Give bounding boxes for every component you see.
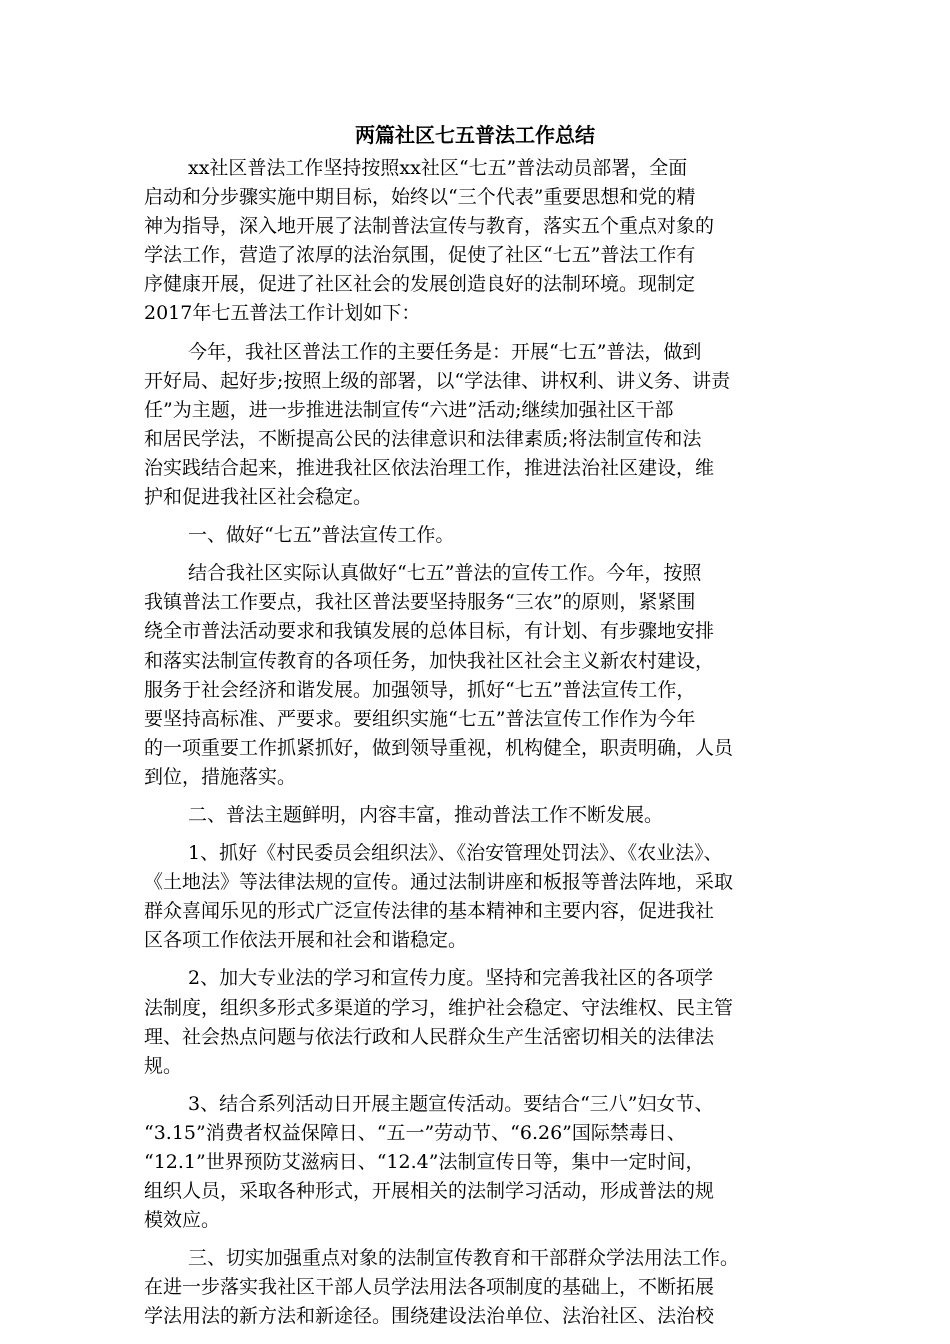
paragraph-section-3: 三、切实加强重点对象的法制宣传教育和干部群众学法用法工作。 在进一步落实我社区干部人员学法用法各项制度的基础上，不断拓展 学法用法的新方法和新途径。围绕建设法治单位、法治社区、法治校 xyxy=(144,1247,740,1328)
section-heading-1: 一、做好“七五”普法宣传工作。 xyxy=(188,524,455,547)
paragraph-item-1: 1、抓好《村民委员会组织法》、《治安管理处罚法》、《农业法》、 《土地法》等法律法规的宣传。通过法制讲座和板报等普法阵地，采取 群众喜闻乐见的形式广泛宣传法律的基本精神和主要内容，促进我社 区各项工作依法开展和社会和谐稳定。 xyxy=(144,842,734,952)
section-heading-2: 二、普法主题鲜明，内容丰富，推动普法工作不断发展。 xyxy=(188,803,664,826)
paragraph-main-tasks: 今年，我社区普法工作的主要任务是：开展“七五”普法，做到 开好局、起好步;按照上级的部署，以“学法律、讲权利、讲义务、讲责 任”为主题，进一步推进法制宣传“六进”活动;继续加强社区干部 和居民学法，不断提高公民的法律意识和法律素质;将法制宣传和法 治实践结合起来，推进我社区依法治理工作，推进法治社区建设，维 护和促进我社区社会稳定。 xyxy=(144,340,731,509)
document-title: 两篇社区七五普法工作总结 xyxy=(355,123,595,147)
document-body xyxy=(144,154,824,1341)
paragraph-item-3: 3、结合系列活动日开展主题宣传活动。要结合“三八”妇女节、 “3.15”消费者权益保障日、“五一”劳动节、“6.26”国际禁毒日、 “12.1”世界预防艾滋病日、“12.4”法制宣传日等，集中一定时间， 组织人员，采取各种形式，开展相关的法制学习活动，形成普法的规 模效应。 xyxy=(144,1092,715,1232)
paragraph-intro: xx社区普法工作坚持按照xx社区“七五”普法动员部署，全面 启动和分步骤实施中期目标，始终以“三个代表”重要思想和党的精 神为指导，深入地开展了法制普法宣传与教育，落实五个重点对象的 学法工作，营造了浓厚的法治氛围，促使了社区“七五”普法工作有 序健康开展，促进了社区社会的发展创造良好的法制环境。现制定 2017年七五普法工作计划如下： xyxy=(144,157,715,325)
paragraph-item-2: 2、加大专业法的学习和宣传力度。坚持和完善我社区的各项学 法制度，组织多形式多渠道的学习，维护社会稳定、守法维权、民主管 理、社会热点问题与依法行政和人民群众生产生活密切相关的法律法 规。 xyxy=(144,967,734,1077)
paragraph-section-1: 结合我社区实际认真做好“七五”普法的宣传工作。今年，按照 我镇普法工作要点，我社区普法要坚持服务“三农”的原则，紧紧围 绕全市普法活动要求和我镇发展的总体目标，有计划、有步骤地安排 和落实法制宣传教育的各项任务，加快我社区社会主义新农村建设， 服务于社会经济和谐发展。加强领导，抓好“七五”普法宣传工作， 要坚持高标准、严要求。要组织实施“七五”普法宣传工作作为今年 的一项重要工作抓紧抓好，做到领导重视，机构健全，职责明确，人员 到位，措施落实。 xyxy=(144,562,734,788)
